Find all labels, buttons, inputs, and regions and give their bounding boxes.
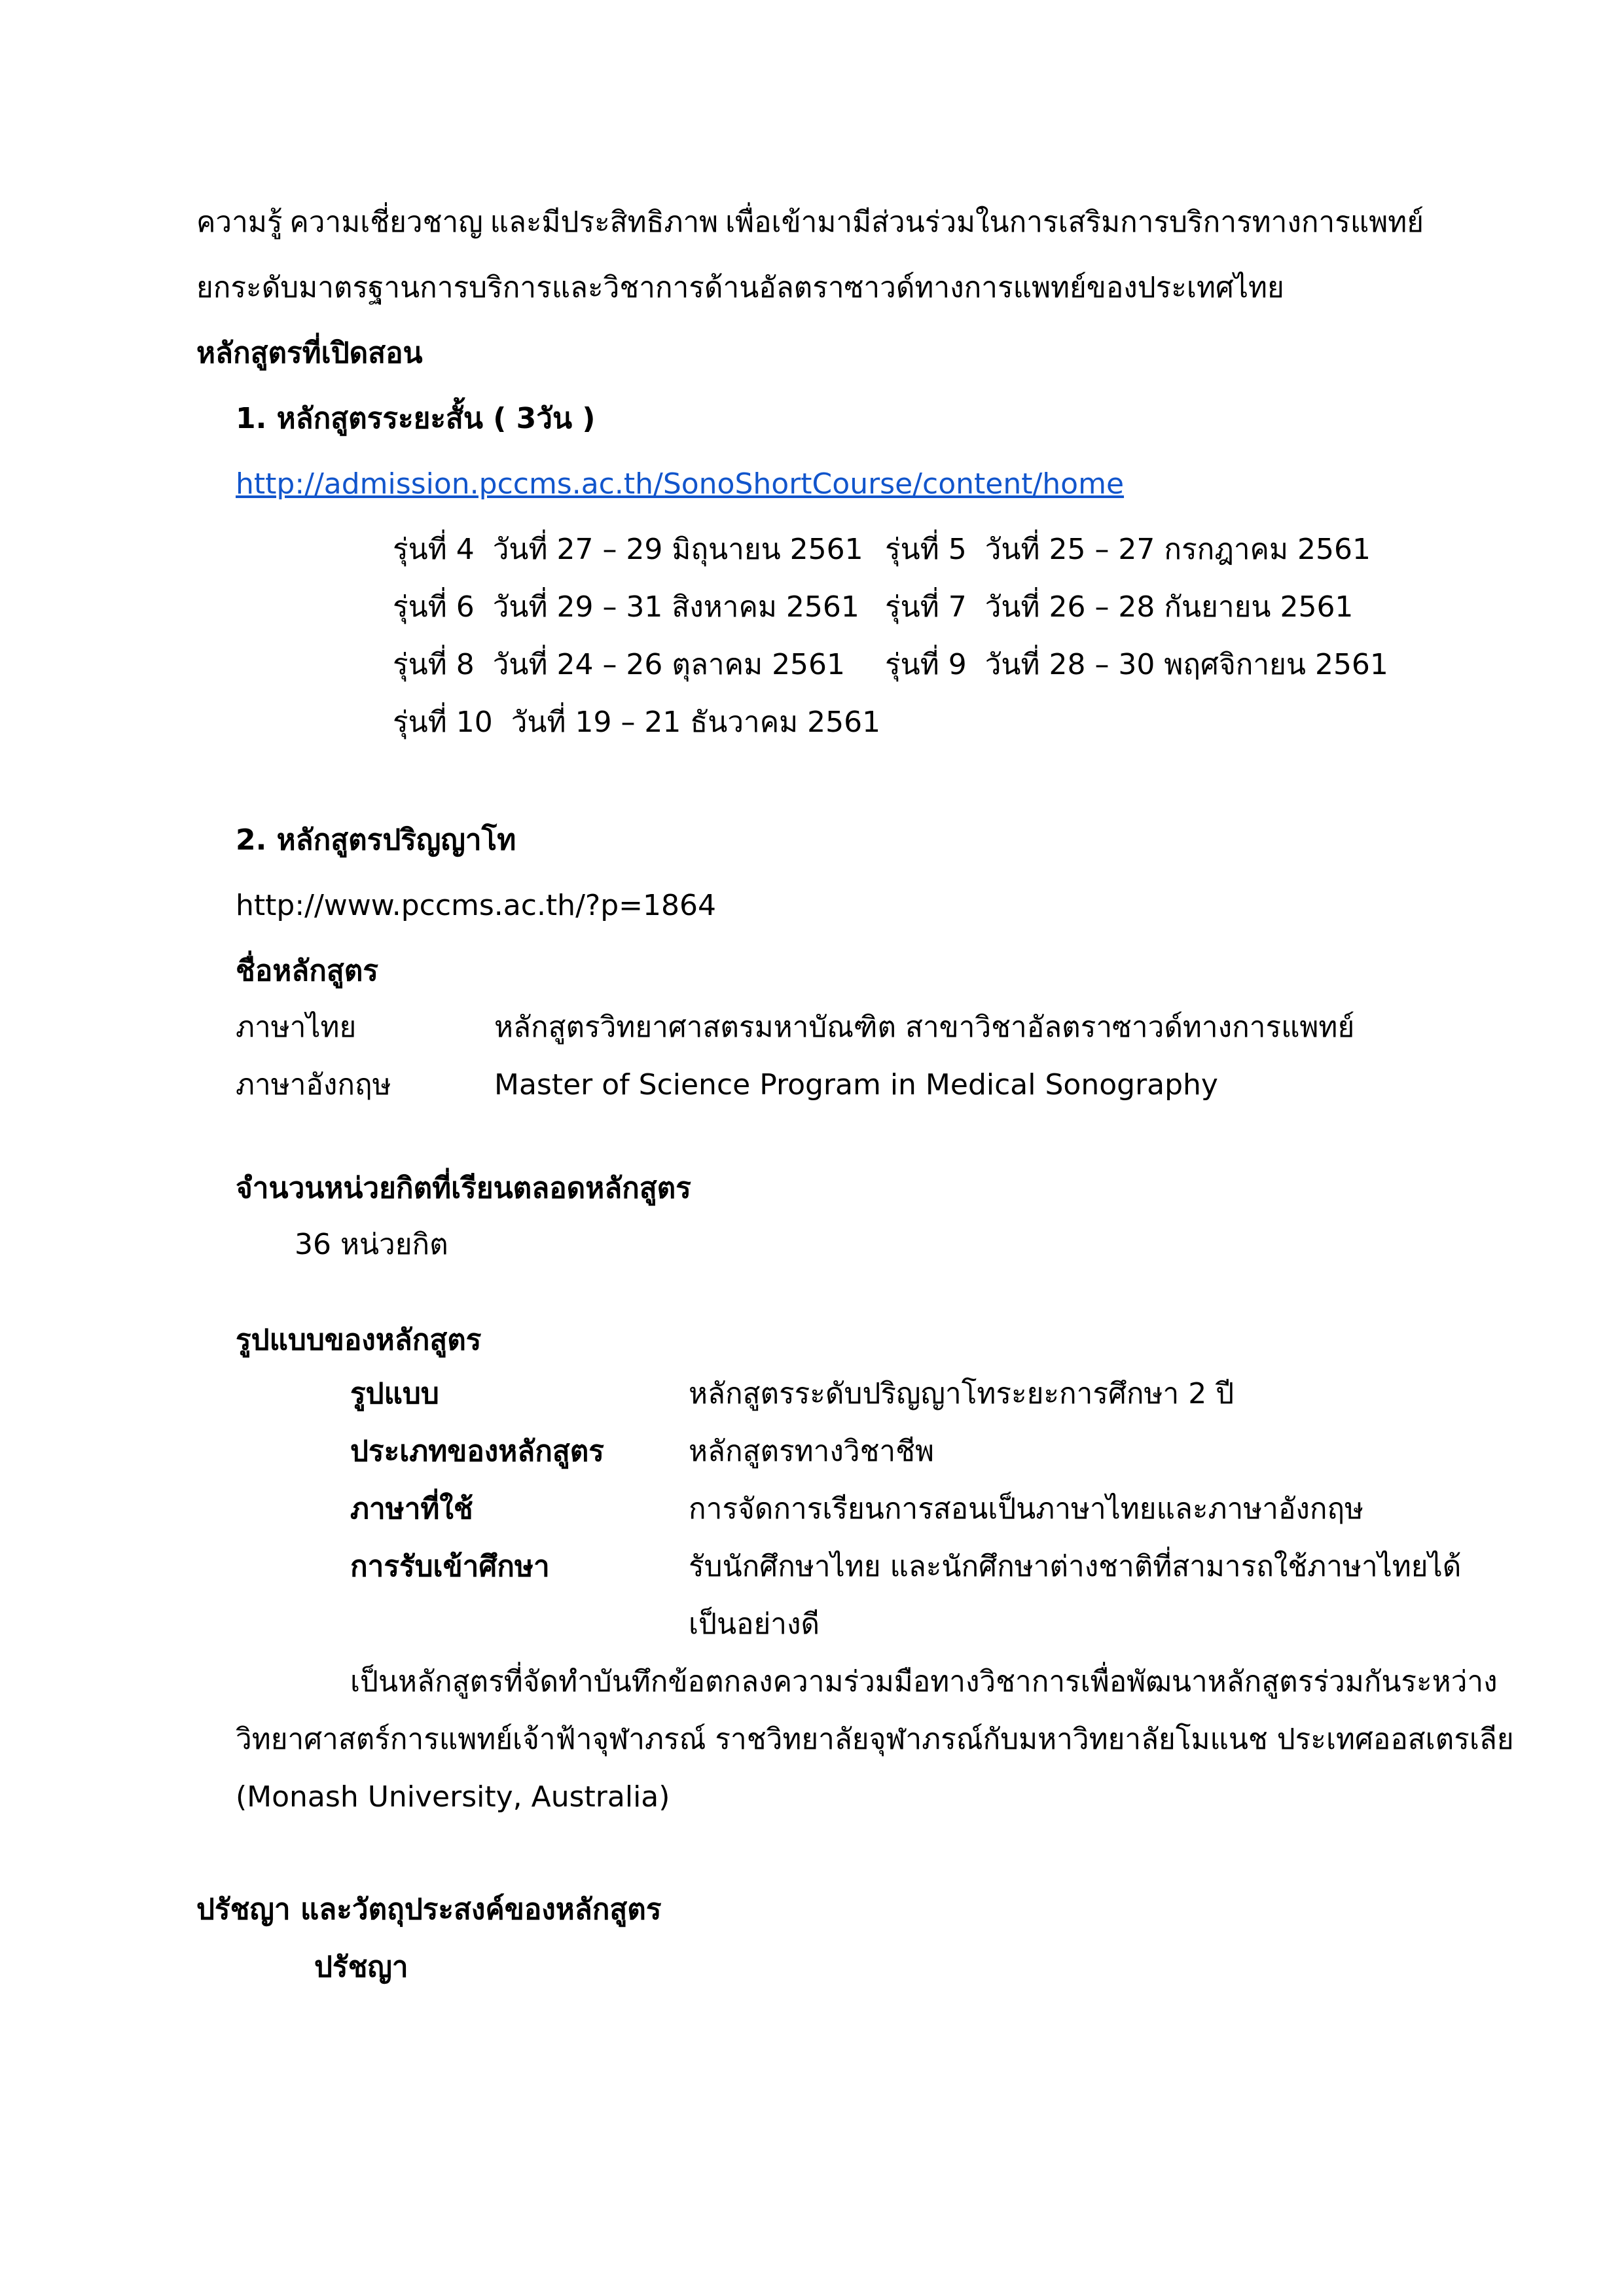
english-name-value: Master of Science Program in Medical Sonography: [494, 1068, 1218, 1102]
course2-title: 2. หลักสูตรปริญญาโท: [236, 823, 516, 857]
session-row: [393, 590, 859, 624]
thai-name-value: หลักสูตรวิทยาศาสตรมหาบัณฑิต สาขาวิชาอัลตราซาวด์ทางการแพทย์: [494, 1011, 1355, 1044]
session-dates: วันที่ 28 – 30 พฤศจิกายน 2561: [984, 648, 1388, 681]
collaboration-line-2: วิทยาศาสตร์การแพทย์เจ้าฟ้าจุฬาภรณ์ ราชวิทยาลัยจุฬาภรณ์กับมหาวิทยาลัยโมแนช ประเทศออสเตรเลีย: [236, 1723, 1514, 1756]
english-name-label: ภาษาอังกฤษ: [236, 1068, 391, 1102]
philosophy-heading: ปรัชญา และวัตถุประสงค์ของหลักสูตร: [196, 1893, 662, 1926]
format-row-value-continued: เป็นอย่างดี: [689, 1607, 820, 1641]
session-label: รุ่นที่ 9: [885, 648, 967, 681]
session-label: รุ่นที่ 4: [393, 533, 475, 566]
session-dates: วันที่ 25 – 27 กรกฎาคม 2561: [984, 533, 1371, 566]
courses-heading: หลักสูตรที่เปิดสอน: [196, 336, 423, 370]
format-row-value: หลักสูตรทางวิชาชีพ: [689, 1435, 935, 1468]
format-row-label: ภาษาที่ใช้: [350, 1492, 473, 1526]
session-label: รุ่นที่ 6: [393, 590, 475, 624]
session-row: [885, 535, 1371, 564]
session-dates: วันที่ 19 – 21 ธันวาคม 2561: [511, 706, 881, 739]
session-label: รุ่นที่ 10: [393, 706, 493, 739]
intro-word: ความเชี่ยวชาญ: [289, 206, 483, 239]
session-row: [885, 590, 1354, 624]
credits-heading: จำนวนหน่วยกิตที่เรียนตลอดหลักสูตร: [236, 1172, 691, 1205]
format-heading: รูปแบบของหลักสูตร: [236, 1323, 482, 1357]
session-row: [393, 535, 863, 564]
intro-line-2: ยกระดับมาตรฐานการบริการและวิชาการด้านอัลตราซาวด์ทางการแพทย์ของประเทศไทย: [196, 271, 1284, 304]
collaboration-line-3: (Monash University, Australia): [236, 1780, 670, 1814]
session-label: รุ่นที่ 7: [885, 590, 967, 624]
course1-title: 1. หลักสูตรระยะสั้น ( 3วัน ): [236, 402, 596, 435]
session-dates: วันที่ 29 – 31 สิงหาคม 2561: [492, 590, 859, 624]
thai-name-label: ภาษาไทย: [236, 1011, 357, 1044]
format-row-label: รูปแบบ: [350, 1377, 439, 1410]
format-row-value: การจัดการเรียนการสอนเป็นภาษาไทยและภาษาอังกฤษ: [689, 1492, 1364, 1526]
philosophy-subheading: ปรัชญา: [314, 1950, 408, 1984]
format-row-value: รับนักศึกษาไทย และนักศึกษาต่างชาติที่สามารถใช้ภาษาไทยได้: [689, 1550, 1462, 1583]
collaboration-line-1: เป็นหลักสูตรที่จัดทำบันทึกข้อตกลงความร่วมมือทางวิชาการเพื่อพัฒนาหลักสูตรร่วมกันระหว่าง: [350, 1665, 1498, 1698]
session-row: [393, 648, 846, 681]
intro-word: ความรู้: [196, 206, 283, 239]
credits-value: 36 หน่วยกิต: [295, 1228, 448, 1261]
session-dates: วันที่ 26 – 28 กันยายน 2561: [984, 590, 1354, 624]
intro-word: เพื่อเข้ามามีส่วนร่วมในการเสริมการบริการทางการแพทย์: [725, 206, 1424, 239]
course2-link[interactable]: http://www.pccms.ac.th/?p=1864: [236, 889, 717, 922]
session-row: [885, 648, 1388, 681]
intro-line-1: [196, 208, 1424, 237]
course-name-heading: ชื่อหลักสูตร: [236, 954, 378, 988]
session-row: [393, 708, 880, 737]
course1-link[interactable]: http://admission.pccms.ac.th/SonoShortCourse/content/home: [236, 467, 1125, 501]
format-row-label: การรับเข้าศึกษา: [350, 1550, 550, 1583]
format-row-label: ประเภทของหลักสูตร: [350, 1435, 604, 1468]
format-row-value: หลักสูตรระดับปริญญาโทระยะการศึกษา 2 ปี: [689, 1377, 1235, 1410]
session-label: รุ่นที่ 8: [393, 648, 475, 681]
intro-word: และมีประสิทธิภาพ: [490, 206, 719, 239]
session-label: รุ่นที่ 5: [885, 533, 967, 566]
session-dates: วันที่ 24 – 26 ตุลาคม 2561: [492, 648, 846, 681]
session-dates: วันที่ 27 – 29 มิถุนายน 2561: [492, 533, 863, 566]
